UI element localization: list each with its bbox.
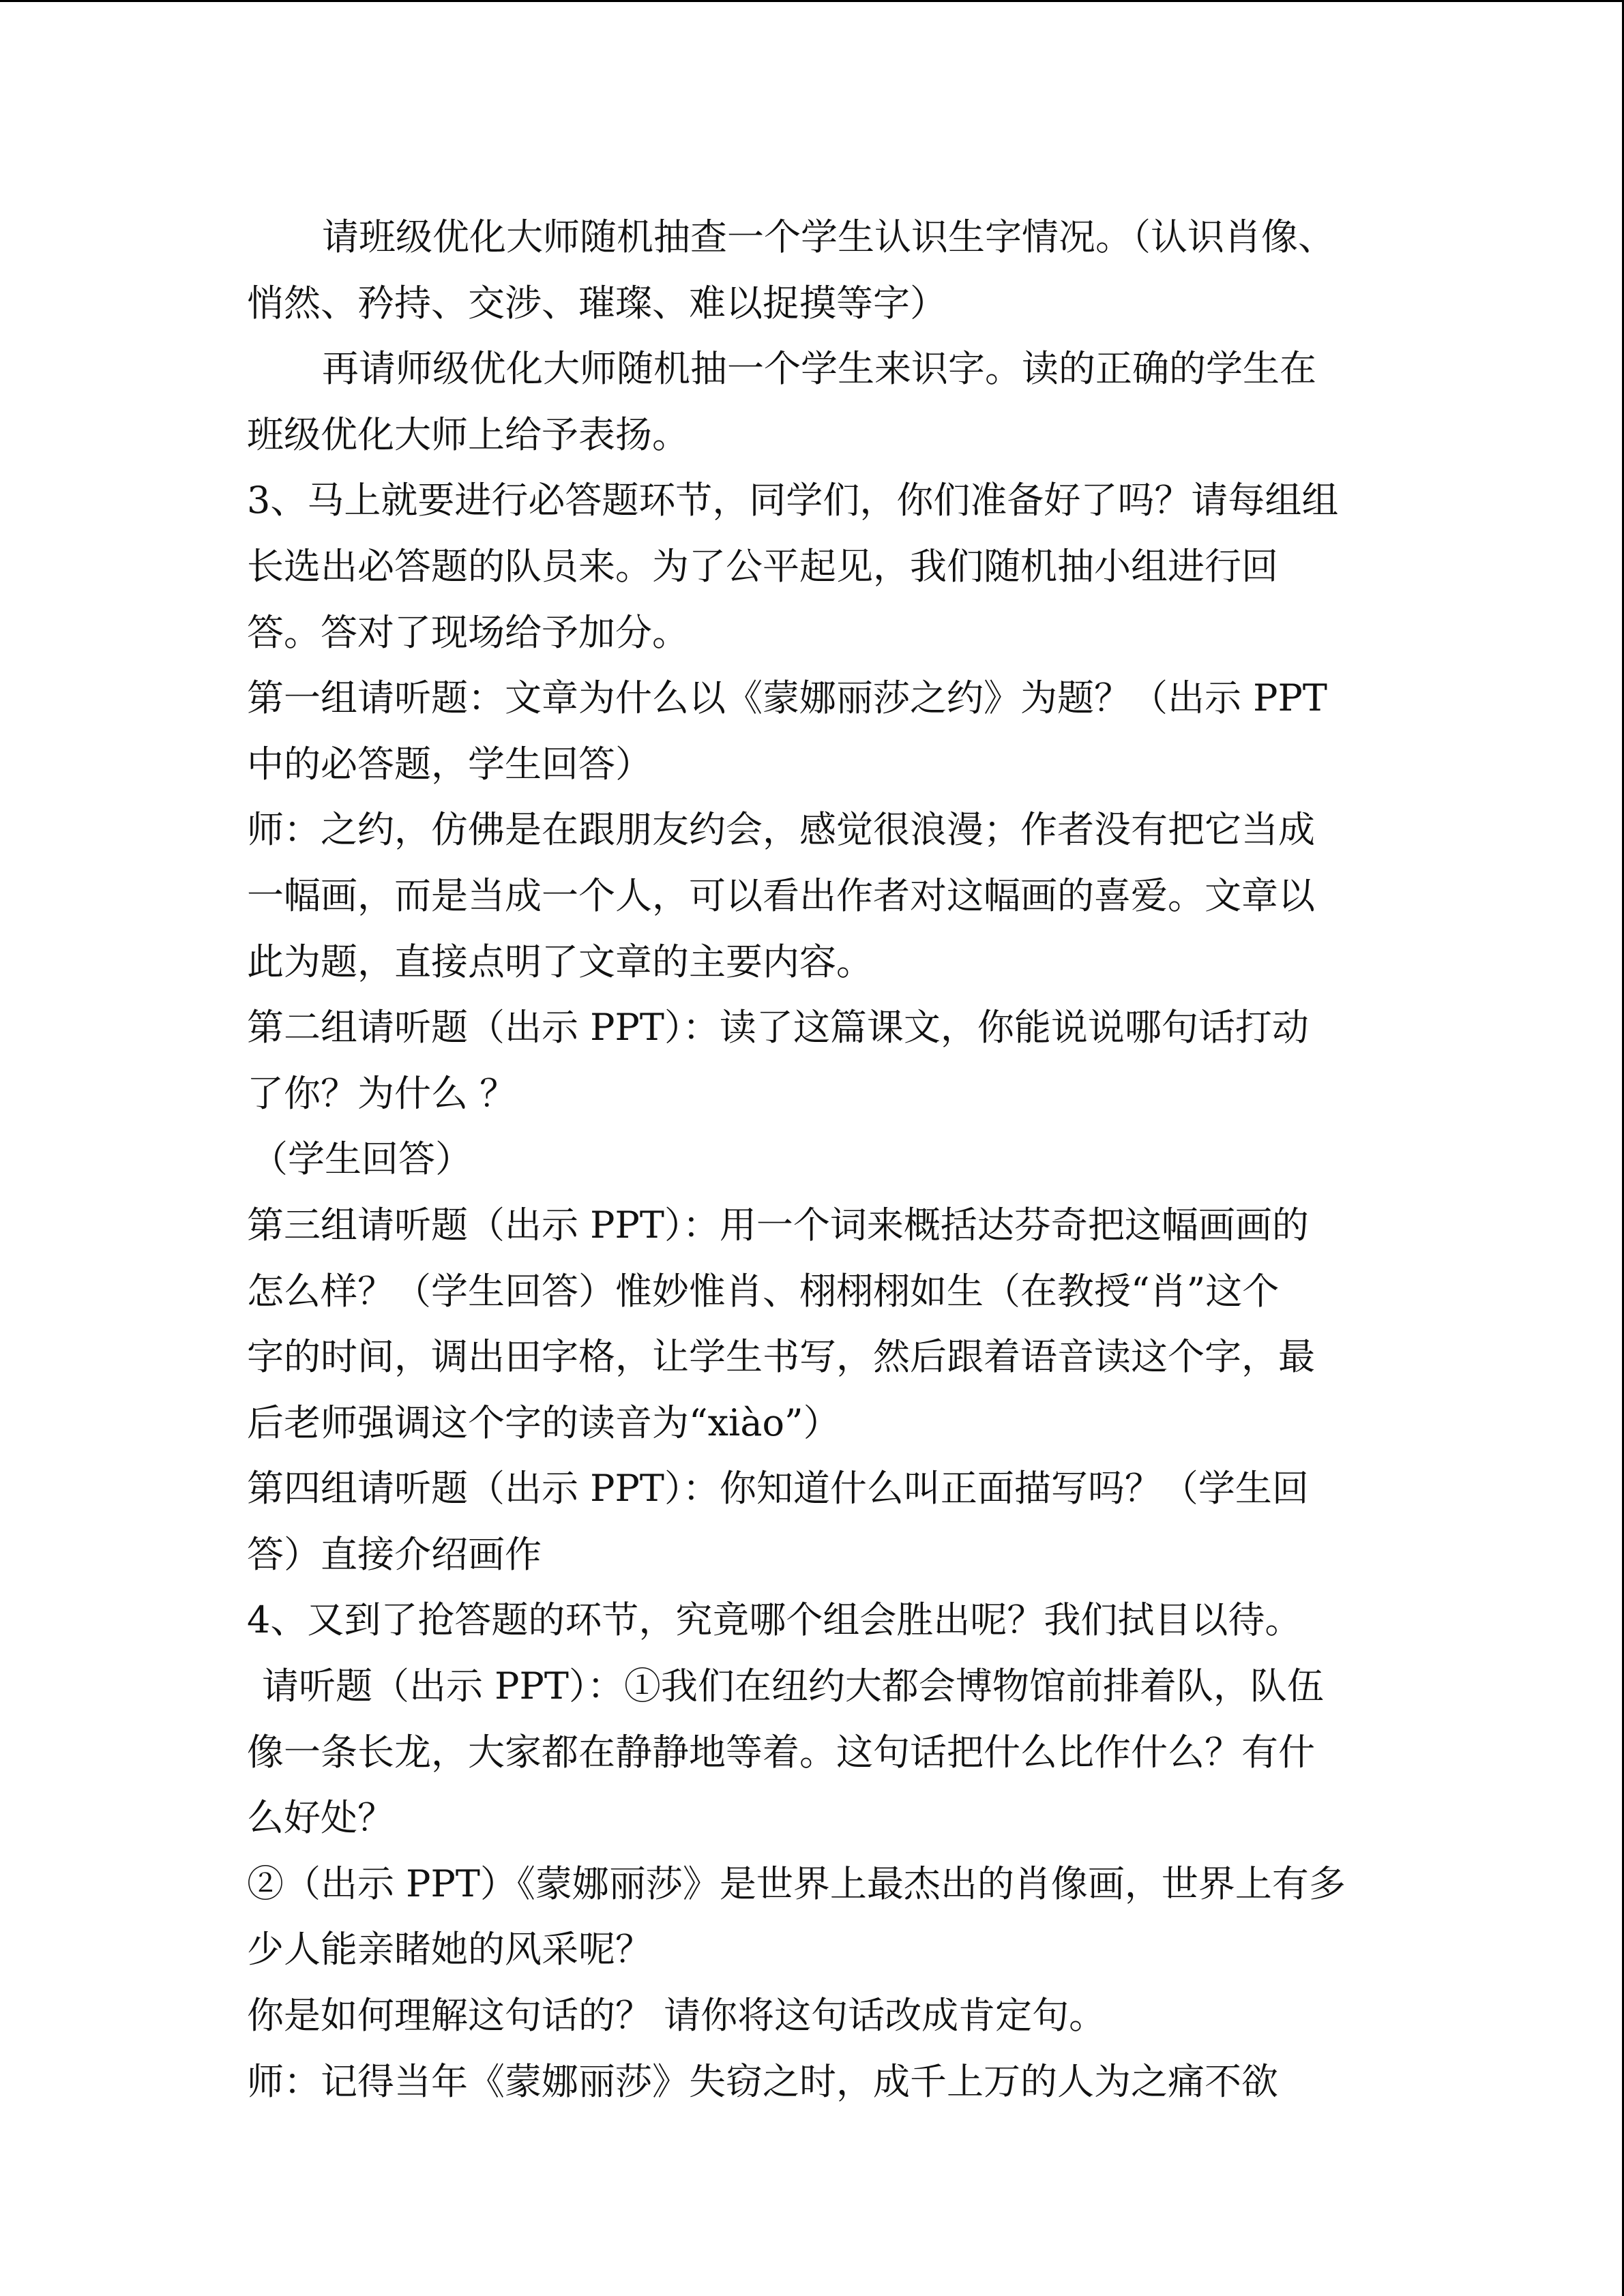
text-line-17: 怎么样？（学生回答）惟妙惟肖、栩栩栩如生（在教授“肖”这个 [247, 1269, 1280, 1313]
text-line-20: 第四组请听题（出示 PPT）：你知道什么叫正面描写吗？（学生回 [247, 1467, 1309, 1510]
page-top-edge [0, 0, 1624, 2]
text-line-9: 中的必答题，学生回答） [247, 742, 652, 786]
text-line-19: 后老师强调这个字的读音为“xiào”） [247, 1401, 840, 1444]
text-line-15: （学生回答） [251, 1137, 472, 1181]
text-line-7: 答。答对了现场给予加分。 [247, 610, 689, 654]
text-line-25: 么好处？ [247, 1796, 394, 1840]
text-line-27: 少人能亲睹她的风采呢？ [247, 1928, 652, 1971]
text-line-5: 3、马上就要进行必答题环节，同学们，你们准备好了吗？请每组组 [247, 479, 1339, 522]
text-line-29: 师：记得当年《蒙娜丽莎》失窃之时，成千上万的人为之痛不欲 [247, 2059, 1278, 2103]
text-line-12: 此为题，直接点明了文章的主要内容。 [247, 940, 873, 983]
text-line-13: 第二组请听题（出示 PPT）：读了这篇课文，你能说说哪句话打动 [247, 1006, 1309, 1049]
text-line-4: 班级优化大师上给予表扬。 [247, 413, 689, 456]
text-line-8: 第一组请听题：文章为什么以《蒙娜丽莎之约》为题？（出示 PPT [247, 676, 1327, 720]
text-line-14: 了你？为什么 ？ [247, 1071, 517, 1115]
text-line-24: 像一条长龙，大家都在静静地等着。这句话把什么比作什么？有什 [247, 1730, 1315, 1774]
text-line-26: ②（出示 PPT）《蒙娜丽莎》是世界上最杰出的肖像画，世界上有多 [247, 1862, 1346, 1905]
text-line-11: 一幅画，而是当成一个人，可以看出作者对这幅画的喜爱。文章以 [247, 874, 1315, 917]
text-line-3: 再请师级优化大师随机抽一个学生来识字。读的正确的学生在 [322, 347, 1316, 391]
text-line-1: 请班级优化大师随机抽查一个学生认识生字情况。（认识肖像、 [322, 215, 1335, 258]
text-line-28: 你是如何理解这句话的？ 请你将这句话改成肯定句。 [247, 1994, 1106, 2038]
text-line-21: 答）直接介绍画作 [247, 1532, 542, 1576]
text-line-18: 字的时间，调出田字格，让学生书写，然后跟着语音读这个字，最 [247, 1335, 1315, 1379]
text-line-2: 悄然、矜持、交涉、璀璨、难以捉摸等字） [247, 281, 947, 325]
text-line-10: 师：之约，仿佛是在跟朋友约会，感觉很浪漫；作者没有把它当成 [247, 808, 1315, 852]
text-line-6: 长选出必答题的队员来。为了公平起见，我们随机抽小组进行回 [247, 544, 1278, 588]
text-line-16: 第三组请听题（出示 PPT）：用一个词来概括达芬奇把这幅画画的 [247, 1203, 1309, 1247]
text-line-23: 请听题（出示 PPT）：①我们在纽约大都会博物馆前排着队，队伍 [262, 1665, 1324, 1708]
document-body [247, 205, 1379, 2115]
text-line-22: 4、又到了抢答题的环节，究竟哪个组会胜出呢？我们拭目以待。 [247, 1598, 1302, 1642]
